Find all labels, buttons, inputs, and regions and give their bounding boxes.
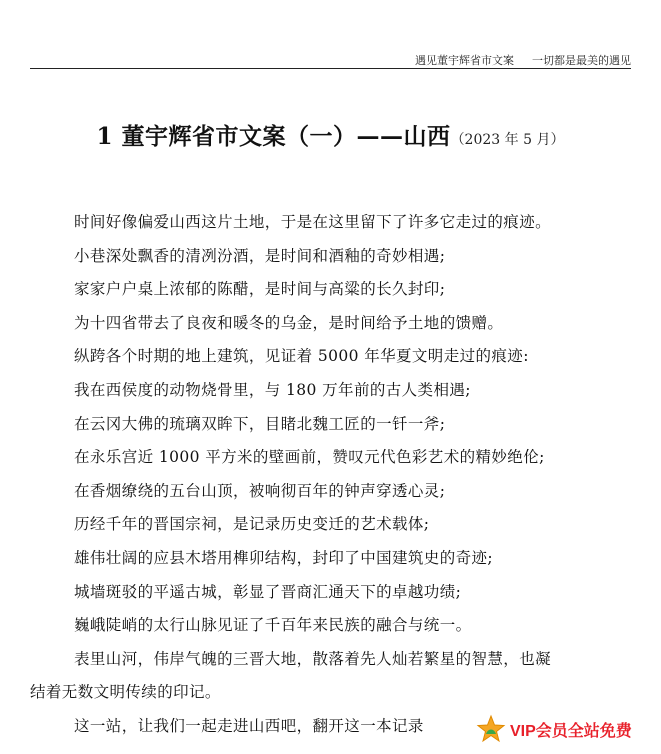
paragraph-line: 在香烟缭绕的五台山顶，被响彻百年的钟声穿透心灵; [74,481,446,500]
paragraph-line: 表里山河，伟岸气魄的三晋大地，散落着先人灿若繁星的智慧，也凝 [74,649,552,668]
paragraph-line: 雄伟壮阔的应县木塔用榫卯结构，封印了中国建筑史的奇迹; [74,548,494,567]
chapter-title: 1 董宇辉省市文案（一）——山西 [96,123,451,150]
body-text [30,208,632,746]
running-header-book-title: 遇见董宇辉省市文案 [415,54,514,67]
paragraph-line: 城墙斑驳的平遥古城，彰显了晋商汇通天下的卓越功绩; [74,582,462,601]
paragraph-line: 家家户户桌上浓郁的陈醋，是时间与高粱的长久封印; [74,280,446,299]
paragraph-line: 在永乐宫近 1000 平方米的壁画前，赞叹元代色彩艺术的精妙绝伦; [74,448,545,467]
star-icon [476,714,506,744]
header-rule [30,68,631,69]
paragraph-line: 巍峨陡峭的太行山脉见证了千百年来民族的融合与统一。 [74,616,472,635]
paragraph-line-continuation: 结着无数文明传续的印记。 [30,683,221,702]
vip-watermark-badge[interactable] [476,711,661,747]
vip-watermark-label: VIP会员全站免费 [510,722,632,740]
chapter-date: （2023 年 5 月） [450,132,565,148]
paragraph-line: 历经千年的晋国宗祠，是记录历史变迁的艺术载体; [74,515,430,534]
paragraph-line: 为十四省带去了良夜和暖冬的乌金，是时间给予土地的馈赠。 [74,313,504,332]
paragraph-line: 我在西侯度的动物烧骨里，与 180 万年前的古人类相遇; [74,380,471,399]
paragraph-line: 这一站，让我们一起走进山西吧，翻开这一本记录 [74,716,424,735]
chapter-heading [0,118,661,151]
paragraph-line: 在云冈大佛的琉璃双眸下，目睹北魏工匠的一钎一斧; [74,414,446,433]
paragraph-line: 小巷深处飘香的清冽汾酒，是时间和酒釉的奇妙相遇; [74,246,446,265]
paragraph-line: 时间好像偏爱山西这片土地，于是在这里留下了许多它走过的痕迹。 [74,213,552,231]
running-header [415,52,631,68]
paragraph-line: 纵跨各个时期的地上建筑，见证着 5000 年华夏文明走过的痕迹: [74,347,529,366]
running-header-tagline: 一切都是最美的遇见 [532,54,631,67]
